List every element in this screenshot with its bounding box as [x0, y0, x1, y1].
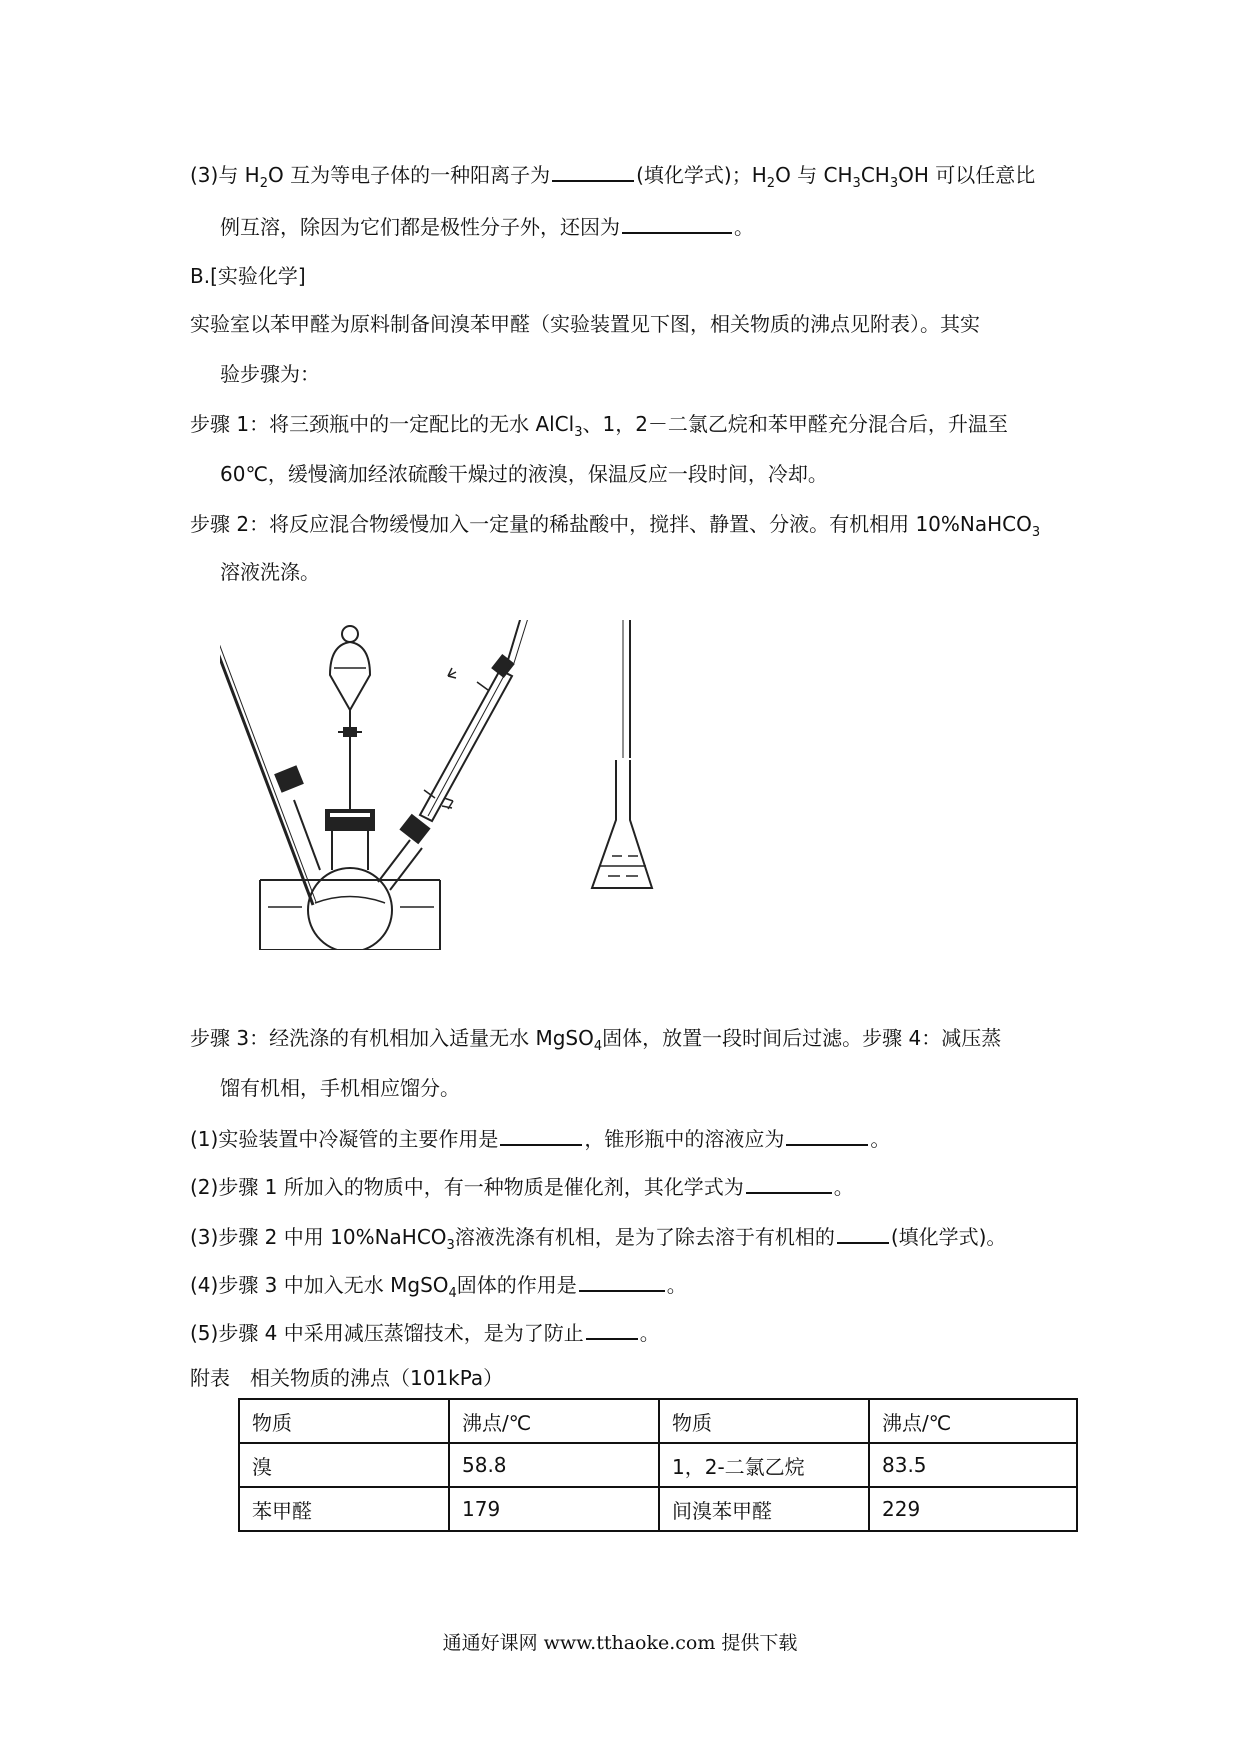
apparatus-diagram [220, 620, 740, 950]
step1-line2: 60℃，缓慢滴加经浓硫酸干燥过的液溴，保温反应一段时间，冷却。 [220, 462, 828, 486]
page-footer: 通通好课网 www.tthaoke.com 提供下载 [442, 1632, 798, 1654]
answer-blank[interactable] [622, 212, 732, 234]
step3-line1: 步骤 3：经洗涤的有机相加入适量无水 MgSO$_4$固体，放置一段时间后过滤。步骤 4：减压蒸 [190, 1026, 1002, 1054]
answer-blank[interactable] [552, 160, 634, 182]
table-cell: 沸点/℃ [869, 1399, 1077, 1443]
table-cell: 溴 [239, 1443, 449, 1487]
table-cell: 179 [449, 1487, 659, 1531]
step3-line2: 馏有机相，手机相应馏分。 [220, 1076, 460, 1100]
funnel-stopper [342, 626, 358, 642]
answer-blank[interactable] [586, 1318, 638, 1340]
table-cell: 苯甲醛 [239, 1487, 449, 1531]
thermometer-adapter [275, 767, 302, 792]
answer-blank[interactable] [579, 1270, 665, 1292]
table-cell: 物质 [659, 1399, 869, 1443]
answer-blank[interactable] [837, 1222, 889, 1244]
condenser-adapter [401, 815, 429, 843]
answer-blank[interactable] [746, 1172, 832, 1194]
table-cell: 间溴苯甲醛 [659, 1487, 869, 1531]
table-caption: 附表 相关物质的沸点（101kPa） [190, 1366, 504, 1390]
table-row [239, 1443, 1077, 1487]
table-cell: 物质 [239, 1399, 449, 1443]
delivery-tube [508, 620, 630, 758]
question-5: (5)步骤 4 中采用减压蒸馏技术，是为了防止 。 [190, 1318, 660, 1347]
table-header-row [239, 1399, 1077, 1443]
table-cell: 1，2-二氯乙烷 [659, 1443, 869, 1487]
table-cell: 83.5 [869, 1443, 1077, 1487]
answer-blank[interactable] [500, 1124, 582, 1146]
boiling-point-table [238, 1398, 1078, 1532]
dropping-funnel [330, 642, 370, 710]
question-1: (1)实验装置中冷凝管的主要作用是 ，锥形瓶中的溶液应为 。 [190, 1124, 890, 1153]
question-2: (2)步骤 1 所加入的物质中，有一种物质是催化剂，其化学式为 。 [190, 1172, 854, 1201]
question-4: (4)步骤 3 中加入无水 MgSO$_4$固体的作用是 。 [190, 1270, 687, 1299]
step1-line1: 步骤 1：将三颈瓶中的一定配比的无水 AlCl$_3$、1，2－二氯乙烷和苯甲醛充分混合后，升温至 [190, 412, 1008, 440]
intro-line1: 实验室以苯甲醛为原料制备间溴苯甲醛（实验装置见下图，相关物质的沸点见附表）。其实 [190, 312, 980, 336]
step2-line2: 溶液洗涤。 [220, 560, 320, 584]
water-bath [260, 880, 440, 950]
step2-line1: 步骤 2：将反应混合物缓慢加入一定量的稀盐酸中，搅拌、静置、分液。有机相用 10%NaHCO$_3$ [190, 512, 1041, 540]
prev-question-3-line1: (3)与 $H_2O$ 互为等电子体的一种阳离子为 (填化学式)；$H_2O$ 与 $CH_3CH_3OH$ 可以任意比 [190, 160, 1035, 189]
intro-line2: 验步骤为： [220, 362, 320, 386]
table-cell: 229 [869, 1487, 1077, 1531]
table-row [239, 1487, 1077, 1531]
answer-blank[interactable] [786, 1124, 868, 1146]
question-3: (3)步骤 2 中用 10%NaHCO$_3$溶液洗涤有机相，是为了除去溶于有机相的 (填化学式)。 [190, 1222, 1006, 1251]
conical-flask [592, 760, 652, 888]
thermometer [220, 632, 313, 905]
table-cell: 沸点/℃ [449, 1399, 659, 1443]
table-cell: 58.8 [449, 1443, 659, 1487]
section-b-heading: B.[实验化学] [190, 264, 306, 288]
prev-question-3-line2: 例互溶，除因为它们都是极性分子外，还因为 。 [220, 212, 754, 241]
